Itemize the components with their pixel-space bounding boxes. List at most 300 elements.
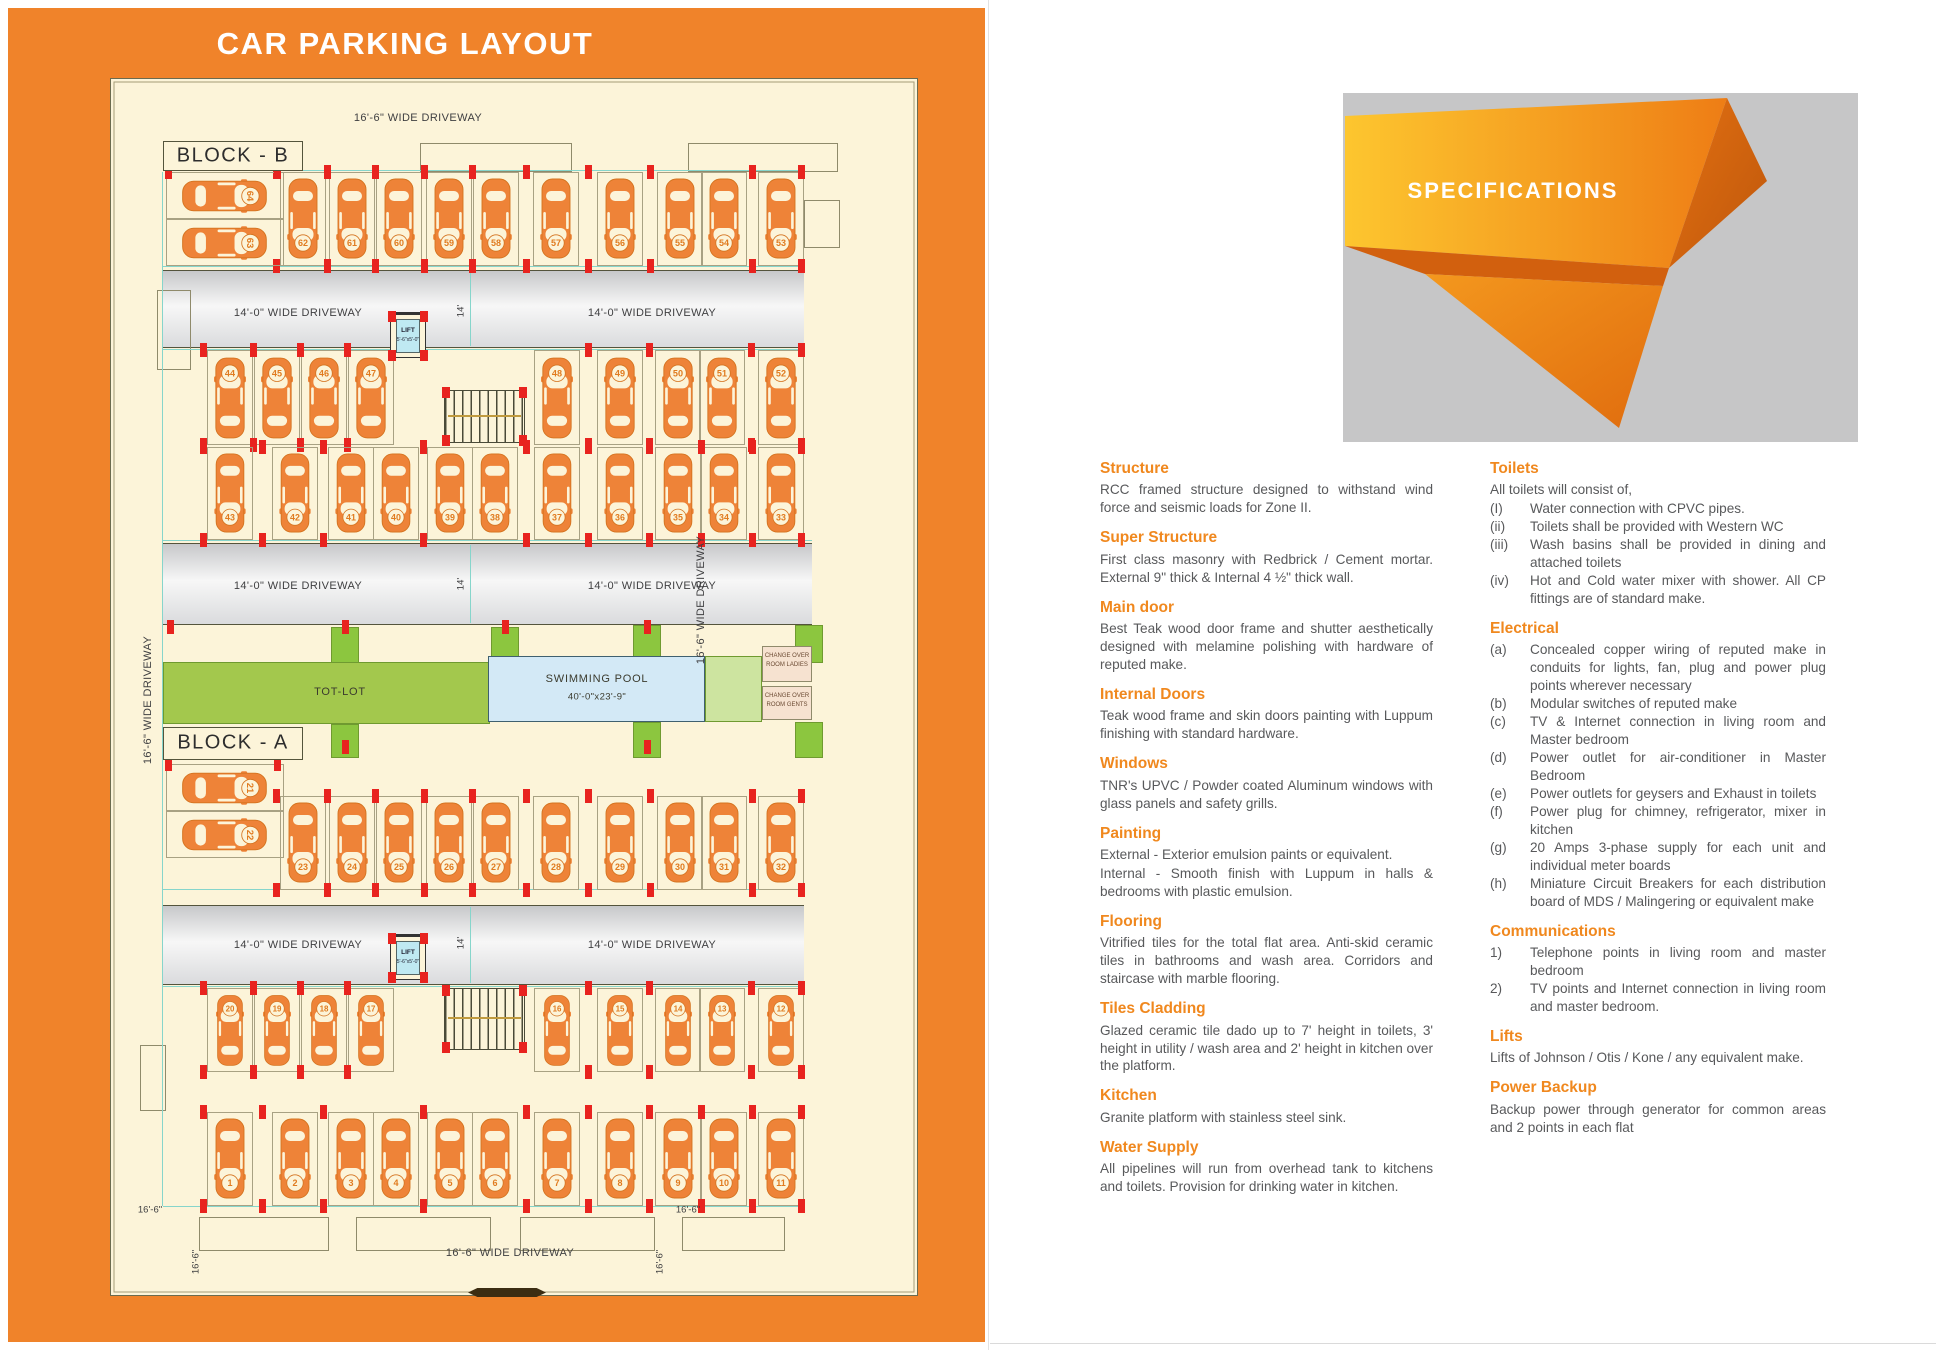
stall-number: 26 <box>443 862 455 873</box>
stall-number: 38 <box>490 512 500 523</box>
parked-car <box>602 176 638 262</box>
stall-number: 5 <box>447 1178 453 1189</box>
column-marker <box>200 440 207 454</box>
parked-car <box>179 817 271 853</box>
parked-car <box>704 354 740 441</box>
car-icon <box>353 354 389 441</box>
spec-section-heading: Power Backup <box>1490 1079 1597 1097</box>
parked-car <box>539 1116 575 1202</box>
parked-car <box>763 1116 799 1202</box>
spec-item-marker: (f) <box>1490 803 1503 819</box>
spec-list-item <box>1490 980 1826 1016</box>
column-marker <box>523 1199 530 1213</box>
column-marker <box>748 1065 755 1079</box>
stall-number: 31 <box>718 862 730 873</box>
parked-car <box>212 451 248 536</box>
column-marker <box>749 533 756 547</box>
column-marker <box>749 259 756 273</box>
plan-label: 14'-0" WIDE DRIVEWAY <box>587 939 717 951</box>
car-icon <box>704 992 740 1068</box>
lift-cab <box>396 941 420 975</box>
plan-label: 14' <box>455 577 467 591</box>
plan-label: 14'-0" WIDE DRIVEWAY <box>587 580 717 592</box>
spec-paragraph: Teak wood frame and skin doors painting with Luppum finishing with standard hardware. <box>1100 708 1433 742</box>
spec-item-marker: (e) <box>1490 785 1507 801</box>
car-icon <box>277 451 313 536</box>
column-marker <box>647 259 654 273</box>
column-marker <box>798 165 805 179</box>
car-icon <box>662 800 698 886</box>
spec-list-item <box>1490 944 1826 980</box>
column-marker <box>749 789 756 803</box>
stall-number: 52 <box>775 368 787 379</box>
column-marker <box>644 620 651 634</box>
column-marker <box>646 1105 653 1119</box>
stall-number: 33 <box>776 512 786 523</box>
car-icon <box>334 176 370 262</box>
column-marker <box>420 933 428 944</box>
column-marker <box>442 435 450 446</box>
column-marker <box>297 981 304 995</box>
parked-car <box>381 800 417 886</box>
plan-label: 14'-0" WIDE DRIVEWAY <box>233 580 363 592</box>
column-marker <box>647 789 654 803</box>
column-marker <box>273 789 280 803</box>
car-icon <box>538 800 574 886</box>
parked-car <box>763 800 799 886</box>
spec-item-marker: 1) <box>1490 944 1503 960</box>
parked-car <box>602 354 638 441</box>
stall-number: 62 <box>297 238 309 249</box>
stall-number: 9 <box>675 1178 681 1189</box>
car-icon <box>662 176 698 262</box>
parked-car <box>378 1116 414 1202</box>
spec-item-text: Telephone points in living room and master bedroom <box>1530 944 1826 978</box>
parked-car <box>706 1116 742 1202</box>
parked-car <box>478 176 514 262</box>
column-marker <box>469 165 476 179</box>
stall-number: 14 <box>673 1004 683 1014</box>
spec-paragraph: Internal - Smooth finish with Luppum in halls & bedrooms with plastic emulsion. <box>1100 865 1433 899</box>
parked-car <box>660 451 696 536</box>
column-marker <box>442 387 450 398</box>
spec-list-item <box>1490 641 1826 695</box>
spec-item-marker: (b) <box>1490 696 1507 712</box>
spec-list-item <box>1490 518 1826 536</box>
spec-item-text: Concealed copper wiring of reputed make in conduits for lights, fan, plug and power plug points wherever necessary <box>1530 642 1826 694</box>
parked-car <box>538 800 574 886</box>
car-icon <box>179 225 271 261</box>
parked-car <box>662 800 698 886</box>
spec-section-heading: Painting <box>1100 824 1162 842</box>
spec-paragraph: All pipelines will run from overhead tank to kitchens and toilets. Provision for drinking water in kitchen. <box>1100 1161 1433 1195</box>
car-icon <box>660 1116 696 1202</box>
column-marker <box>698 440 705 454</box>
spec-list-item <box>1490 713 1826 749</box>
parked-car <box>602 1116 638 1202</box>
car-icon <box>602 800 638 886</box>
car-icon <box>660 992 696 1068</box>
column-marker <box>748 343 755 357</box>
parked-car <box>431 176 467 262</box>
car-icon <box>212 451 248 536</box>
entrance-mark <box>468 1288 546 1297</box>
parked-car <box>539 992 575 1068</box>
car-icon <box>602 176 638 262</box>
car-icon <box>381 176 417 262</box>
column-marker <box>798 883 805 897</box>
parked-car <box>306 992 342 1068</box>
column-marker <box>420 311 428 322</box>
stair-rail <box>448 1017 521 1019</box>
parked-car <box>212 1116 248 1202</box>
spec-item-marker: (ii) <box>1490 519 1506 535</box>
car-icon <box>306 992 342 1068</box>
car-icon <box>763 800 799 886</box>
stall-number: 17 <box>366 1004 376 1014</box>
car-icon <box>179 178 271 214</box>
car-icon <box>212 992 248 1068</box>
plan-label: 16'-6" <box>654 1249 666 1275</box>
parked-car <box>179 225 271 261</box>
parked-car <box>432 1116 468 1202</box>
parked-car <box>212 354 248 441</box>
column-marker <box>749 165 756 179</box>
parked-car <box>478 800 514 886</box>
plan-label: CHANGE OVER <box>764 693 810 699</box>
spec-item-text: Power outlet for air-conditioner in Master Bedroom <box>1530 750 1826 784</box>
car-icon <box>660 354 696 441</box>
column-marker <box>372 789 379 803</box>
column-marker <box>519 985 527 996</box>
spec-section-heading: Super Structure <box>1100 529 1218 547</box>
plan-label: 14'-0" WIDE DRIVEWAY <box>233 939 363 951</box>
building-outline <box>420 143 572 172</box>
stall-number: 60 <box>393 238 405 249</box>
column-marker <box>388 350 396 361</box>
block-label: BLOCK - A <box>177 731 289 754</box>
column-marker <box>585 259 592 273</box>
column-marker <box>259 1105 266 1119</box>
stall-number: 56 <box>614 238 626 249</box>
plan-label: 16'-6" WIDE DRIVEWAY <box>353 112 483 124</box>
column-marker <box>469 789 476 803</box>
column-marker <box>420 440 427 454</box>
guide-line <box>163 266 804 267</box>
stall-number: 10 <box>718 1178 730 1189</box>
stall-number: 22 <box>244 829 256 840</box>
spec-section-heading: Tiles Cladding <box>1100 1000 1206 1018</box>
column-marker <box>585 789 592 803</box>
specifications-banner <box>1333 86 1803 446</box>
column-marker <box>421 165 428 179</box>
column-marker <box>259 533 266 547</box>
spec-item-marker: (d) <box>1490 750 1507 766</box>
column-marker <box>388 311 396 322</box>
parked-car <box>660 992 696 1068</box>
stall-number: 43 <box>225 512 235 523</box>
spec-item-text: Power outlets for geysers and Exhaust in toilets <box>1530 785 1817 801</box>
column-marker <box>372 883 379 897</box>
column-marker <box>420 1199 427 1213</box>
column-marker <box>749 1105 756 1119</box>
parked-car <box>706 451 742 536</box>
car-icon <box>334 800 370 886</box>
spec-section-heading: Lifts <box>1490 1027 1523 1045</box>
column-marker <box>519 1042 527 1053</box>
stall-number: 41 <box>346 512 356 523</box>
car-icon <box>306 354 342 441</box>
column-marker <box>372 165 379 179</box>
column-marker <box>585 981 592 995</box>
stall-number: 13 <box>717 1004 727 1014</box>
guide-line <box>470 907 471 983</box>
car-icon <box>179 770 271 806</box>
column-marker <box>585 343 592 357</box>
column-marker <box>324 259 331 273</box>
spec-paragraph: External - Exterior emulsion paints or equivalent. <box>1100 847 1393 863</box>
column-marker <box>259 1199 266 1213</box>
spec-item-marker: (a) <box>1490 642 1507 658</box>
parked-car <box>602 992 638 1068</box>
spec-item-text: 20 Amps 3-phase supply for each unit and individual meter boards <box>1530 839 1826 873</box>
parked-car <box>259 354 295 441</box>
parked-car <box>432 451 468 536</box>
spec-list-item <box>1490 749 1826 785</box>
spec-section-heading: Structure <box>1100 460 1169 477</box>
lift-size: 5'-6"x5'-0" <box>396 337 420 343</box>
column-marker <box>585 883 592 897</box>
parked-car <box>662 176 698 262</box>
spec-item-marker: (iv) <box>1490 573 1509 589</box>
building-outline <box>199 1217 329 1251</box>
spec-paragraph: All toilets will consist of, <box>1490 482 1633 498</box>
parked-car <box>353 992 389 1068</box>
column-marker <box>585 440 592 454</box>
lift-cab <box>396 319 420 353</box>
spec-paragraph: Lifts of Johnson / Otis / Kone / any equivalent make. <box>1490 1050 1804 1066</box>
building-outline <box>520 1217 655 1251</box>
parked-car <box>306 354 342 441</box>
column-marker <box>798 1065 805 1079</box>
spec-section-heading: Internal Doors <box>1100 685 1206 703</box>
guide-line <box>162 172 163 1206</box>
plan-label: 14' <box>455 936 467 950</box>
parked-car <box>285 176 321 262</box>
column-marker <box>200 1199 207 1213</box>
column-marker <box>420 1105 427 1119</box>
stall-number: 64 <box>244 190 256 201</box>
column-marker <box>200 533 207 547</box>
column-marker <box>523 259 530 273</box>
car-icon <box>763 1116 799 1202</box>
car-icon <box>333 451 369 536</box>
stall-number: 57 <box>550 238 562 249</box>
stair-rail <box>448 415 521 417</box>
parked-car <box>277 1116 313 1202</box>
stall-number: 6 <box>492 1178 498 1189</box>
car-icon <box>259 992 295 1068</box>
column-marker <box>749 1199 756 1213</box>
stall-number: 25 <box>393 862 405 873</box>
plan-label: SWIMMING POOL <box>545 673 649 685</box>
column-marker <box>523 1105 530 1119</box>
guide-line <box>470 272 471 346</box>
column-marker <box>647 165 654 179</box>
stall-number: 29 <box>614 862 626 873</box>
spec-section-heading: Toilets <box>1490 460 1539 477</box>
parked-car <box>431 800 467 886</box>
stall-number: 34 <box>719 512 729 523</box>
column-marker <box>297 1065 304 1079</box>
column-marker <box>646 440 653 454</box>
car-icon <box>478 176 514 262</box>
stall-number: 55 <box>674 238 686 249</box>
column-marker <box>342 620 349 634</box>
stall-number: 63 <box>244 237 256 248</box>
parked-car <box>660 354 696 441</box>
stall-number: 4 <box>393 1178 399 1189</box>
spec-section-heading: Windows <box>1100 755 1168 773</box>
column-marker <box>646 533 653 547</box>
spec-list-item <box>1490 785 1826 803</box>
spec-item-marker: 2) <box>1490 980 1503 996</box>
parked-car <box>259 992 295 1068</box>
stall-number: 47 <box>365 368 377 379</box>
green-connector <box>795 722 823 758</box>
spec-item-text: Modular switches of reputed make <box>1530 696 1738 712</box>
stall-number: 51 <box>716 368 728 379</box>
column-marker <box>698 1105 705 1119</box>
plan-label: 14'-0" WIDE DRIVEWAY <box>233 307 363 319</box>
parked-car <box>334 800 370 886</box>
stall-number: 28 <box>550 862 562 873</box>
spec-list-item <box>1490 803 1826 839</box>
parked-car <box>477 451 513 536</box>
stall-number: 20 <box>225 1004 235 1014</box>
lift <box>390 934 426 980</box>
column-marker <box>523 533 530 547</box>
car-icon <box>539 992 575 1068</box>
plan-label: 16'-6" <box>137 1204 163 1216</box>
parked-car <box>477 1116 513 1202</box>
stall-number: 3 <box>348 1178 354 1189</box>
car-icon <box>602 451 638 536</box>
column-marker <box>372 259 379 273</box>
parked-car <box>538 176 574 262</box>
spec-item-text: Toilets shall be provided with Western WC <box>1530 519 1784 535</box>
spec-item-marker: (iii) <box>1490 537 1509 553</box>
car-icon <box>353 992 389 1068</box>
spec-paragraph: Glazed ceramic tile dado up to 7' height in toilets, 3' height in utility / wash area and 2' height in kitchen over the platform. <box>1100 1022 1433 1074</box>
column-marker <box>388 972 396 983</box>
column-marker <box>324 883 331 897</box>
column-marker <box>200 1105 207 1119</box>
column-marker <box>798 1105 805 1119</box>
parked-car <box>378 451 414 536</box>
stall-number: 35 <box>673 512 683 523</box>
spec-section-heading: Water Supply <box>1100 1138 1199 1156</box>
parked-car <box>333 1116 369 1202</box>
spec-column-left <box>1100 448 1433 1197</box>
column-marker <box>798 533 805 547</box>
car-icon <box>539 451 575 536</box>
car-icon <box>763 992 799 1068</box>
column-marker <box>200 1065 207 1079</box>
column-marker <box>585 1105 592 1119</box>
spec-section-heading: Flooring <box>1100 912 1162 930</box>
car-icon <box>432 1116 468 1202</box>
stall-number: 48 <box>551 368 563 379</box>
block-label: BLOCK - B <box>176 144 290 167</box>
spec-paragraph: RCC framed structure designed to withstand wind force and seismic loads for Zone II. <box>1100 482 1433 516</box>
column-marker <box>200 343 207 357</box>
car-icon <box>378 1116 414 1202</box>
column-marker <box>798 343 805 357</box>
column-marker <box>421 789 428 803</box>
page-divider <box>988 0 989 1350</box>
car-icon <box>333 1116 369 1202</box>
column-marker <box>250 1065 257 1079</box>
parked-car <box>602 800 638 886</box>
staircase <box>444 390 525 443</box>
stall-number: 44 <box>224 368 236 379</box>
lift-size: 5'-6"x5'-0" <box>396 959 420 965</box>
spec-item-text: Wash basins shall be provided in dining and attached toilets <box>1530 537 1826 571</box>
stall-number: 54 <box>718 238 730 249</box>
column-marker <box>420 972 428 983</box>
column-marker <box>442 985 450 996</box>
spec-paragraph: Vitrified tiles for the total flat area. Anti-skid ceramic tiles in bathrooms and wash area. Corridors and staircase with marble flooring. <box>1100 935 1433 987</box>
pool-deck-area <box>705 656 762 722</box>
parked-car <box>660 1116 696 1202</box>
column-marker <box>469 883 476 897</box>
car-icon <box>285 800 321 886</box>
parked-car <box>333 451 369 536</box>
spec-item-text: TV & Internet connection in living room and Master bedroom <box>1530 714 1826 748</box>
building-outline <box>682 1217 785 1251</box>
lift-label: LIFT <box>401 949 415 956</box>
spec-item-text: Miniature Circuit Breakers for each distribution board of MDS / Malingering or equivalent make <box>1530 875 1826 909</box>
banner-tail <box>1425 274 1663 428</box>
plan-label: 16'-6" WIDE DRIVEWAY <box>445 1247 575 1259</box>
spec-item-text: Water connection with CPVC pipes. <box>1530 501 1745 517</box>
spec-item-marker: (h) <box>1490 875 1507 891</box>
stall-number: 24 <box>346 862 358 873</box>
column-marker <box>297 343 304 357</box>
column-marker <box>585 1065 592 1079</box>
column-marker <box>647 883 654 897</box>
column-marker <box>798 981 805 995</box>
staircase <box>444 988 525 1050</box>
guide-line <box>470 545 471 623</box>
column-marker <box>421 259 428 273</box>
banner-title: SPECIFICATIONS <box>1407 178 1619 203</box>
column-marker <box>320 533 327 547</box>
parked-car <box>179 770 271 806</box>
column-marker <box>320 440 327 454</box>
car-icon <box>706 176 742 262</box>
stall-number: 19 <box>272 1004 282 1014</box>
column-marker <box>644 740 651 754</box>
column-marker <box>324 789 331 803</box>
parked-car <box>285 800 321 886</box>
stall-number: 2 <box>292 1178 298 1189</box>
spec-paragraph: TNR's UPVC / Powder coated Aluminum windows with glass panels and safety grills. <box>1100 777 1433 811</box>
spec-item-text: Power plug for chimney, refrigerator, mixer in kitchen <box>1530 803 1826 837</box>
page-edge-line <box>990 1343 1936 1344</box>
parked-car <box>704 992 740 1068</box>
